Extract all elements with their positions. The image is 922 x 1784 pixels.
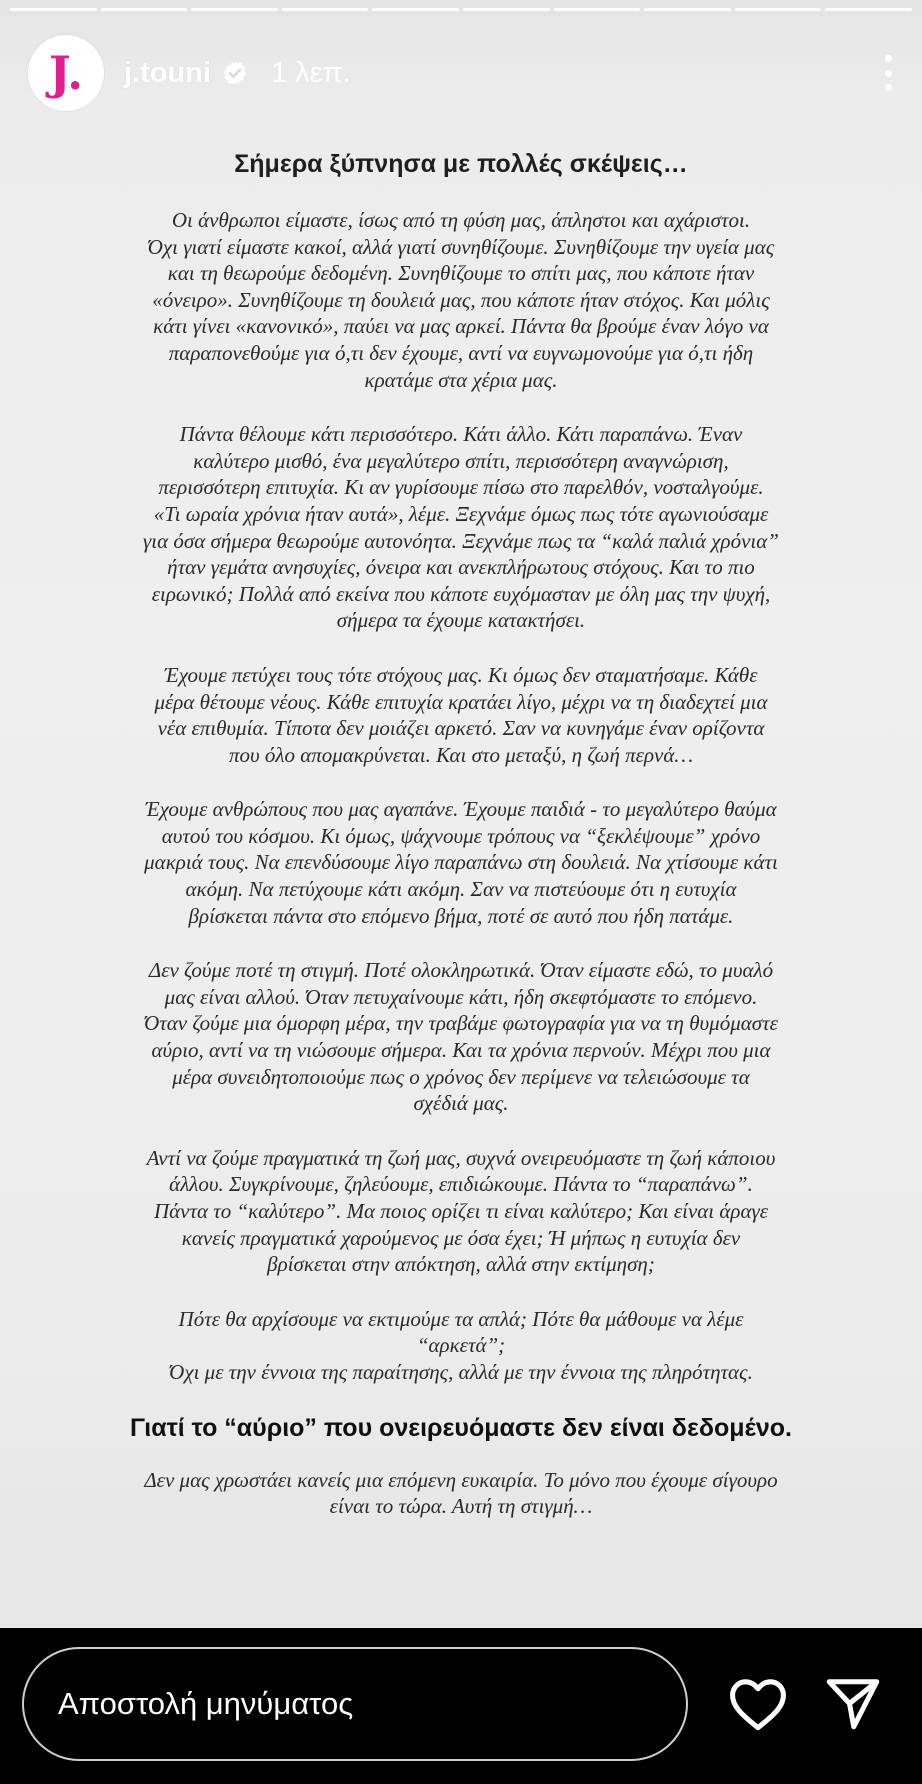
story-title: Σήμερα ξύπνησα με πολλές σκέψεις…: [234, 150, 688, 178]
text-line: για όσα σήμερα θεωρούμε αυτονόητα. Ξεχνάμε πως τα “καλά παλιά χρόνια”: [143, 528, 779, 553]
story-paragraphs: [100, 207, 822, 1386]
story-text-content: [100, 140, 822, 1548]
progress-segment: [554, 8, 641, 11]
dot: [885, 55, 892, 62]
progress-segment: [463, 8, 550, 11]
text-line: Οι άνθρωποι είμαστε, ίσως από τη φύση μας, άπληστοι και αχάριστοι.: [171, 208, 751, 232]
story-closing: [100, 1467, 822, 1520]
text-line: ήταν γεμάτα ανησυχίες, όνειρα και ανεκπλήρωτους στόχους. Και το πιο: [167, 555, 755, 580]
text-line: Όχι γιατί είμαστε κακοί, αλλά γιατί συνηθίζουμε. Συνηθίζουμε την υγεία μας: [147, 234, 775, 259]
text-line: Αντί να ζούμε πραγματικά τη ζωή μας, συχνά ονειρευόμαστε τη ζωή κάποιου: [146, 1145, 776, 1170]
text-line: βρίσκεται πάντα στο επόμενο βήμα, ποτέ σε αυτό που ήδη πατάμε.: [188, 903, 734, 928]
send-icon[interactable]: [823, 1672, 883, 1734]
text-line: Πότε θα αρχίσουμε να εκτιμούμε τα απλά; Πότε θα μάθουμε να λέμε: [178, 1306, 744, 1331]
progress-segment: [372, 8, 459, 11]
story-paragraph: [100, 421, 822, 634]
story-paragraph: [100, 1145, 822, 1278]
text-line: και τη θεωρούμε δεδομένη. Συνηθίζουμε το σπίτι μας, που κάποτε ήταν: [167, 261, 755, 286]
text-line: κάτι γίνει «κανονικό», παύει να μας αρκεί. Πάντα θα βρούμε έναν λόγο να: [153, 314, 769, 339]
progress-segment: [644, 8, 731, 11]
progress-segment: [10, 8, 97, 11]
text-line: Δεν ζούμε ποτέ τη στιγμή. Ποτέ ολοκληρωτικά. Όταν είμαστε εδώ, το μυαλό: [148, 958, 774, 983]
story-progress-bar: [10, 8, 912, 11]
text-line: Έχουμε πετύχει τους τότε στόχους μας. Κι όμως δεν σταματήσαμε. Κάθε: [164, 662, 758, 687]
story-paragraph: [100, 207, 822, 393]
dot: [885, 84, 892, 91]
text-line: Όταν ζούμε μια όμορφη μέρα, την τραβάμε φωτογραφία για να τη θυμόμαστε: [144, 1011, 778, 1036]
text-line: βρίσκεται στην απόκτηση, αλλά στην εκτίμηση;: [267, 1252, 655, 1277]
more-options-icon[interactable]: [878, 53, 898, 93]
verified-badge-icon: [221, 59, 249, 87]
dot: [885, 70, 892, 77]
text-line: περισσότερη επιτυχία. Κι αν γυρίσουμε πίσω στο παρελθόν, νοσταλγούμε.: [158, 475, 764, 500]
story-paragraph: [100, 796, 822, 929]
avatar[interactable]: J.: [28, 35, 104, 111]
progress-segment: [735, 8, 822, 11]
story-paragraph: [100, 662, 822, 768]
text-line: παραπονεθούμε για ό,τι δεν έχουμε, αντί να ευγνωμονούμε για ό,τι ήδη: [168, 340, 754, 365]
text-line: μας είναι αλλού. Όταν πετυχαίνουμε κάτι, ήδη σκεφτόμαστε το επόμενο.: [164, 984, 758, 1009]
text-line: ακόμη. Να πετύχουμε κάτι ακόμη. Σαν να πιστεύουμε ότι η ευτυχία: [185, 877, 737, 902]
text-line: μέρα θέτουμε νέους. Κάθε επιτυχία κρατάει λίγο, μέχρι να τη διαδεχτεί μια: [154, 689, 768, 714]
text-line: ειρωνικό; Πολλά από εκείνα που κάποτε ευχόμασταν με όλη μας την ψυχή,: [151, 581, 771, 606]
text-line: μακριά τους. Να επενδύσουμε λίγο παραπάνω στη δουλειά. Να χτίσουμε κάτι: [144, 850, 778, 875]
message-input[interactable]: [22, 1647, 688, 1761]
text-line: “αρκετά”;: [416, 1333, 506, 1358]
progress-segment: [191, 8, 278, 11]
story-footer: [0, 1628, 922, 1784]
text-line: κανείς πραγματικά χαρούμενος με όσα έχει; Ή μήπως η ευτυχία δεν: [181, 1225, 741, 1250]
text-line: που όλο απομακρύνεται. Και στο μεταξύ, η ζωή περνά…: [228, 742, 694, 767]
text-line: είναι το τώρα. Αυτή τη στιγμή…: [329, 1494, 593, 1519]
post-time: 1 λεπ.: [270, 56, 351, 89]
text-line: Όχι με την έννοια της παραίτησης, αλλά με την έννοια της πληρότητας.: [169, 1359, 753, 1384]
story-paragraph: [100, 957, 822, 1117]
text-line: Πάντα το “καλύτερο”. Μα ποιος ορίζει τι είναι καλύτερο; Και είναι άραγε: [153, 1199, 769, 1223]
story-highlight: Γιατί το “αύριο” που ονειρευόμαστε δεν είναι δεδομένο.: [130, 1413, 792, 1442]
text-line: καλύτερο μισθό, ένα μεγαλύτερο σπίτι, περισσότερη αναγνώριση,: [193, 448, 729, 473]
text-line: «Τι ωραία χρόνια ήταν αυτά», λέμε. Ξεχνάμε όμως πως τότε αγωνιούσαμε: [153, 501, 769, 526]
text-line: αύριο, αντί να τη νιώσουμε σήμερα. Και τα χρόνια περνούν. Μέχρι που μια: [151, 1038, 771, 1063]
text-line: Δεν μας χρωστάει κανείς μια επόμενη ευκαιρία. Το μόνο που έχουμε σίγουρο: [144, 1467, 778, 1492]
progress-segment: [825, 8, 912, 11]
story-header: [28, 33, 898, 113]
text-line: σήμερα τα έχουμε κατακτήσει.: [336, 608, 586, 633]
progress-segment: [282, 8, 369, 11]
text-line: κρατάμε στα χέρια μας.: [364, 367, 558, 392]
text-line: Πάντα θέλουμε κάτι περισσότερο. Κάτι άλλο. Κάτι παραπάνω. Έναν: [179, 422, 743, 447]
text-line: αυτού του κόσμου. Κι όμως, ψάχνουμε τρόπους να “ξεκλέψουμε” χρόνο: [161, 823, 761, 848]
message-placeholder: Αποστολή μηνύματος: [58, 1686, 354, 1721]
story-paragraph: [100, 1306, 822, 1386]
heart-icon[interactable]: [727, 1676, 789, 1732]
text-line: νέα επιθυμία. Τίποτα δεν μοιάζει αρκετό. Σαν να κυνηγάμε έναν ορίζοντα: [157, 716, 765, 741]
progress-segment: [101, 8, 188, 11]
text-line: σχέδιά μας.: [413, 1091, 509, 1116]
text-line: μέρα συνειδητοποιούμε πως ο χρόνος δεν περίμενε να τελειώσουμε τα: [172, 1064, 750, 1089]
text-line: «όνειρο». Συνηθίζουμε τη δουλειά μας, που κάποτε ήταν στόχος. Και μόλις: [152, 287, 770, 312]
username[interactable]: j.touni: [124, 56, 211, 89]
text-line: Έχουμε ανθρώπους που μας αγαπάνε. Έχουμε παιδιά - το μεγαλύτερο θαύμα: [145, 797, 777, 822]
text-line: άλλου. Συγκρίνουμε, ζηλεύουμε, επιδιώκουμε. Πάντα το “παραπάνω”.: [169, 1172, 753, 1197]
